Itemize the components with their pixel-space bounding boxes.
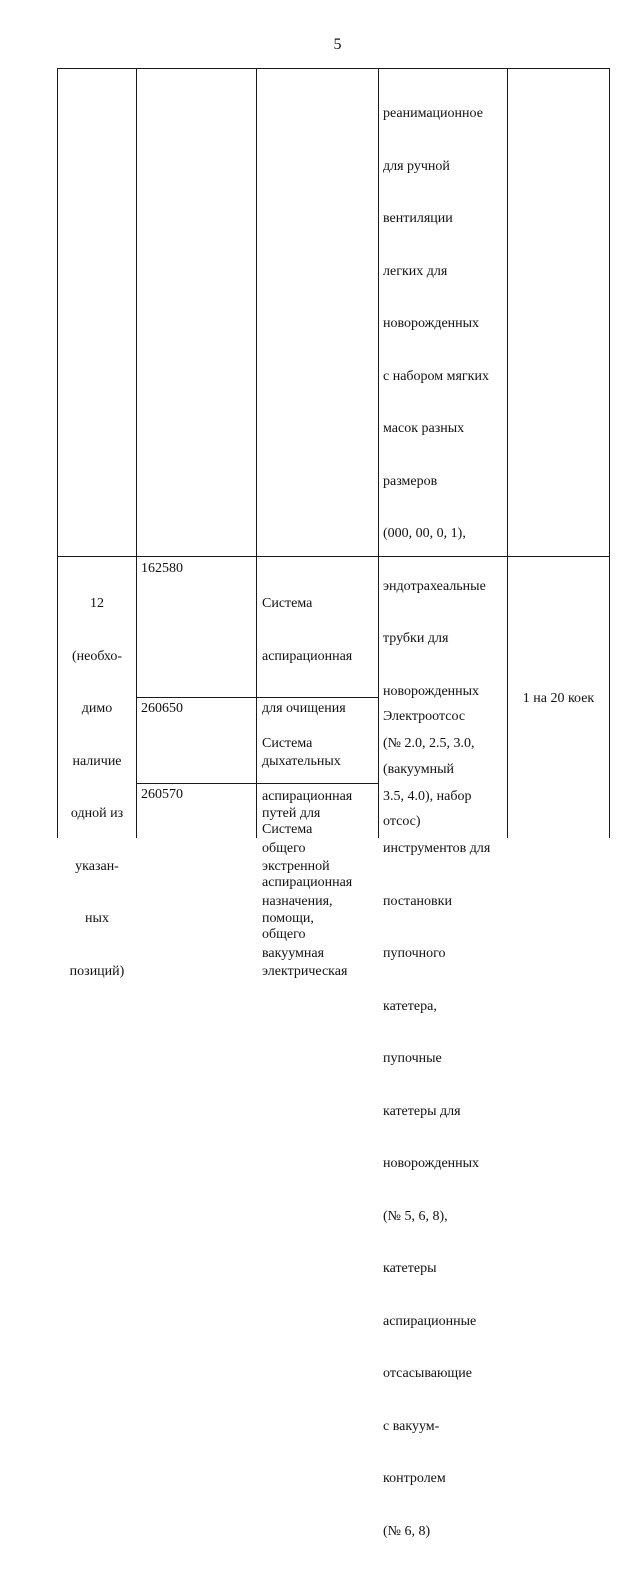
row-number-line: одной из: [70, 806, 124, 821]
column-divider: [256, 68, 257, 838]
quantity-cell: 1 на 20 коек: [522, 691, 595, 706]
equipment-line: Электроотсос: [383, 709, 466, 724]
item-name-line: общего: [262, 841, 306, 856]
code-cell: 162580: [141, 561, 183, 576]
item-name-line: аспирационная: [262, 648, 353, 664]
item-name-line: Система: [262, 736, 313, 751]
description-line: отсасывающие: [383, 1366, 472, 1381]
row-number-line: указан-: [75, 858, 119, 874]
description-line: масок разных: [383, 421, 465, 436]
code-cell: 260570: [141, 787, 183, 802]
item-name-line: вакуумная: [262, 946, 325, 961]
table-row-divider: [57, 556, 609, 557]
description-line: для ручной: [383, 158, 450, 174]
equipment-line: отсос): [383, 814, 421, 829]
description-line: пупочного: [383, 946, 446, 961]
item-name-line: Система: [262, 596, 313, 611]
row-number-line: 12: [90, 596, 104, 611]
description-line: новорожденных: [383, 683, 480, 699]
description-line: (№ 5, 6, 8),: [383, 1208, 448, 1224]
description-line: (№ 6, 8): [383, 1523, 431, 1539]
description-line: катетера,: [383, 998, 437, 1014]
equipment-cell: [383, 673, 465, 866]
description-line: новорожденных: [383, 1156, 480, 1171]
description-line: с набором мягких: [383, 368, 489, 384]
description-line: с вакуум-: [383, 1418, 440, 1434]
description-line: 3.5, 4.0), набор: [383, 788, 472, 804]
description-line: легких для: [383, 263, 448, 279]
item-name-line: помощи,: [262, 911, 314, 926]
item-name-line: назначения,: [262, 893, 333, 909]
table-border-top: [57, 68, 609, 69]
row-number-line: ных: [85, 911, 109, 926]
description-line: постановки: [383, 893, 452, 909]
item-name-line: дыхательных: [262, 753, 341, 769]
item-name-line: аспирационная: [262, 874, 353, 890]
table-border-right: [609, 68, 610, 838]
description-line: (№ 2.0, 2.5, 3.0,: [383, 736, 475, 751]
item-name-line: экстренной: [262, 858, 330, 874]
description-line: новорожденных: [383, 316, 480, 331]
code-cell: 260650: [141, 701, 183, 716]
item-name-line: электрическая: [262, 963, 348, 979]
row-number-line: наличие: [72, 753, 122, 769]
description-line: контролем: [383, 1471, 446, 1486]
description-line: эндотрахеальные: [383, 578, 486, 594]
column-divider: [507, 68, 508, 838]
item-name-line: общего: [262, 927, 306, 942]
description-line: размеров: [383, 473, 438, 489]
item-name-line: аспирационная: [262, 788, 353, 804]
item-name-cell: [262, 786, 352, 979]
description-line: (000, 00, 0, 1),: [383, 526, 466, 541]
row-number-line: позиций): [69, 963, 125, 979]
description-line: аспирационные: [383, 1313, 477, 1329]
description-line: катетеры для: [383, 1103, 461, 1119]
page-number: 5: [333, 36, 342, 53]
item-name-line: путей для: [262, 806, 321, 821]
description-line: катетеры: [383, 1261, 437, 1276]
equipment-line: (вакуумный: [383, 761, 454, 777]
description-line: инструментов для: [383, 841, 491, 856]
item-name-line: Система: [262, 822, 313, 837]
row-number-line: димо: [81, 701, 113, 716]
row-number-line: (необхо-: [71, 648, 123, 664]
column-divider: [378, 68, 379, 838]
item-name-line: для очищения: [262, 701, 346, 716]
description-line: трубки для: [383, 631, 449, 646]
row-number-cell: [57, 560, 137, 1015]
description-line: вентиляции: [383, 211, 453, 226]
description-line: реанимационное: [383, 106, 483, 121]
description-line: пупочные: [383, 1051, 442, 1066]
